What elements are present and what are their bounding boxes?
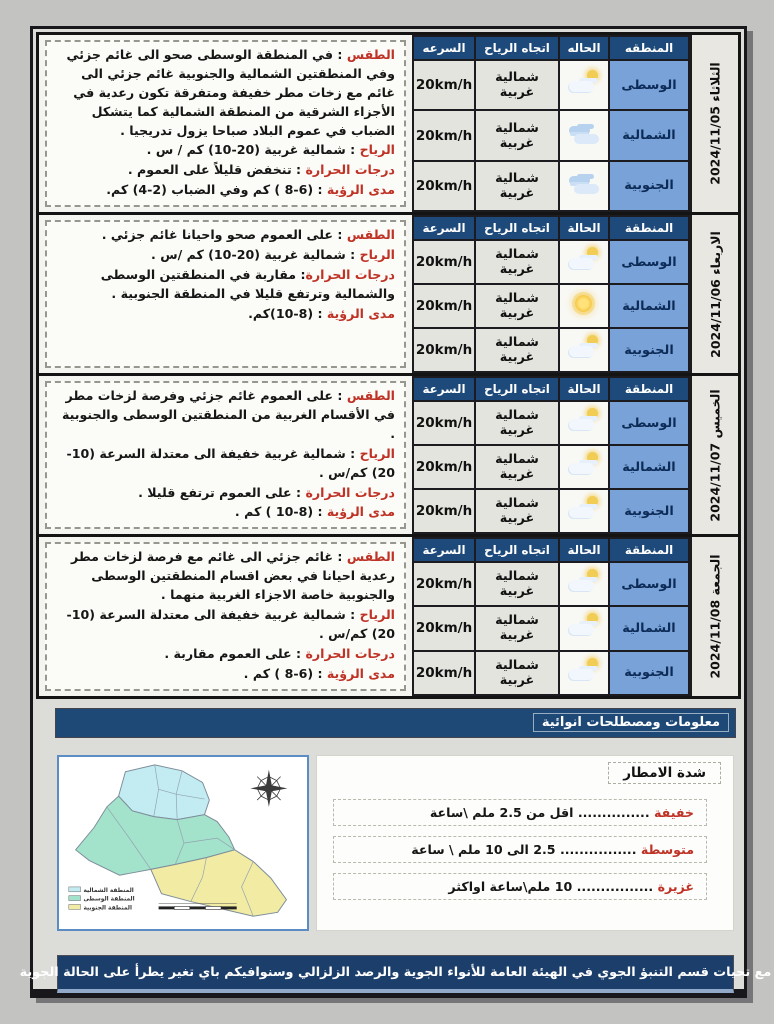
field-label: مدى الرؤية [326, 305, 395, 321]
field-text: على العموم ترتفع قليلا . [138, 484, 292, 500]
day-date-label: الثلاثاء 2024/11/05 [707, 62, 723, 185]
field-text: تنخفض قليلاً على العموم . [127, 162, 292, 178]
footer-greeting-bar [19, 955, 772, 993]
table-row [413, 606, 689, 650]
field-label: الرياح [359, 142, 395, 158]
speed-cell: 20km/h [413, 651, 475, 695]
rain-label: غزيرة [657, 878, 694, 894]
condition-cell [559, 240, 609, 284]
legend-swatch-north [69, 887, 81, 892]
field-text: على العموم مقاربة . [164, 645, 292, 661]
field-label: مدى الرؤية [326, 504, 395, 520]
speed-cell: 20km/h [413, 606, 475, 650]
region-cell: الجنوبية [609, 328, 689, 372]
day-date-strip [690, 537, 738, 695]
speed-cell: 20km/h [413, 489, 475, 533]
scanned-weather-bulletin [19, 26, 772, 998]
info-terms-label: معلومات ومصطلحات انوائية [533, 713, 729, 732]
day-section-wednesday [39, 212, 738, 373]
condition-cell [559, 110, 609, 160]
info-terms-bar [55, 708, 736, 738]
table-row [413, 562, 689, 606]
condition-cell [559, 606, 609, 650]
partly-cloudy-icon [565, 69, 603, 97]
header-speed: السرعة [413, 538, 475, 562]
field-text: (6-8 ) كم وفي الضباب (2-4) كم. [106, 182, 314, 198]
partly-cloudy-icon [565, 334, 603, 362]
iraq-map-graphic [61, 759, 305, 927]
field-label: درجات الحرارة [305, 645, 395, 661]
forecast-description: الطقس : في المنطقة الوسطى صحو الى غائم جزئي وفي المنطقتين الشمالية والجنوبية غائم جزئي الى غائم مع زخات مطر خفيفة ومتفرقة تكون رعدية في الأجزاء الشرقية من المنطقة الشمالية كما يتشكل الضباب في عموم البلاد صباحا يزول تدريجيا . الرياح : شمالية غربية (20-10) كم / س . درجات الحرارة : تنخفض قليلاً على العموم . مدى الرؤية : (6-8 ) كم وفي الضباب (2-4) كم. [45, 40, 406, 207]
forecast-table [412, 215, 690, 373]
field-text: (8-10 ) كم . [234, 504, 314, 520]
day-date-label: الاربعاء 2024/11/06 [707, 230, 723, 358]
field-text: (8-10)كم. [248, 305, 314, 321]
region-cell: الجنوبية [609, 651, 689, 695]
condition-cell [559, 651, 609, 695]
speed-cell: 20km/h [413, 161, 475, 211]
header-wind: اتجاه الرياح [475, 538, 559, 562]
rain-label: متوسطة [640, 841, 694, 857]
header-speed: السرعة [413, 216, 475, 240]
header-wind: اتجاه الرياح [475, 377, 559, 401]
field-label: درجات الحرارة [305, 484, 395, 500]
table-row [413, 60, 689, 110]
rain-intensity-item-moderate [333, 836, 707, 863]
region-cell: الجنوبية [609, 489, 689, 533]
condition-cell [559, 401, 609, 445]
forecast-description: الطقس : غائم جزئي الى غائم مع فرصة لزخات مطر رعدية احيانا في بعض اقسام المنطقتين الوسطى والجنوبية خاصة الاجزاء الغربية منهما . الرياح : شمالية غربية خفيفة الى معتدلة السرعة (10-20) كم/س . درجات الحرارة : على العموم مقاربة . مدى الرؤية : (6-8 ) كم . [45, 542, 406, 690]
header-wind: اتجاه الرياح [475, 216, 559, 240]
field-text: في المنطقة الوسطى صحو الى غائم جزئي وفي المنطقتين الشمالية والجنوبية غائم جزئي الى غائم مع زخات مطر خفيفة ومتفرقة تكون رعدية في الأجزاء الشرقية من المنطقة الشمالية كما يتشكل الضباب في عموم البلاد صباحا يزول تدريجيا . [66, 47, 395, 138]
region-cell: الجنوبية [609, 161, 689, 211]
table-row [413, 401, 689, 445]
field-text: (6-8 ) كم . [243, 665, 314, 681]
forecast-description: الطقس : على العموم صحو واحيانا غائم جزئي . الرياح : شمالية غربية (20-10) كم /س . درجات الحرارة: مقاربة في المنطقتين الوسطى والشمالية وترتفع قليلا في المنطقة الجنوبية . مدى الرؤية : (8-10)كم. [45, 220, 406, 368]
forecast-frame [36, 32, 741, 699]
wind-cell: شمالية غربية [475, 284, 559, 328]
wind-cell: شمالية غربية [475, 651, 559, 695]
speed-cell: 20km/h [413, 240, 475, 284]
rain-dots: ................ [576, 878, 654, 894]
header-speed: السرعه [413, 36, 475, 60]
partly-cloudy-icon [565, 657, 603, 685]
day-date-label: الجمعة 2024/11/08 [707, 554, 723, 679]
wind-cell: شمالية غربية [475, 401, 559, 445]
field-label: الرياح [359, 247, 395, 263]
wind-cell: شمالية غربية [475, 60, 559, 110]
field-text: على العموم غائم جزئي وفرصة لزخات مطر في الأقسام الغربية من المنطقتين الوسطى والجنوبية . [61, 388, 395, 441]
field-label: الرياح [359, 445, 395, 461]
day-date-strip [690, 35, 738, 212]
table-row [413, 651, 689, 695]
region-cell: الشمالية [609, 284, 689, 328]
legend-label-north: المنطقة الشمالية [83, 887, 134, 894]
field-text: على العموم صحو واحيانا غائم جزئي . [101, 227, 333, 243]
footer-greeting-text: مع تحيات قسم التنبؤ الجوي في الهيئة العامة للأنواء الجوية والرصد الزلزالي وسنوافيكم باي تغير يطرأ على الحالة الجوية [19, 964, 772, 980]
header-condition: الحالة [559, 216, 609, 240]
condition-cell [559, 445, 609, 489]
field-label: درجات الحرارة [305, 162, 395, 178]
rain-text: 2.5 الى 10 ملم \ ساعة [411, 841, 556, 857]
field-label: درجات الحرارة [305, 266, 395, 282]
region-cell: الوسطى [609, 562, 689, 606]
cloudy-icon [565, 120, 603, 148]
condition-cell [559, 60, 609, 110]
speed-cell: 20km/h [413, 562, 475, 606]
field-label: الرياح [359, 607, 395, 623]
speed-cell: 20km/h [413, 445, 475, 489]
field-text: شمالية غربية خفيفة الى معتدلة السرعة (10-20) كم/س . [66, 445, 395, 480]
wind-cell: شمالية غربية [475, 606, 559, 650]
forecast-table [412, 35, 690, 212]
iraq-regions-map [57, 755, 309, 931]
forecast-description: الطقس : على العموم غائم جزئي وفرصة لزخات مطر في الأقسام الغربية من المنطقتين الوسطى والجنوبية . الرياح : شمالية غربية خفيفة الى معتدلة السرعة (10-20) كم/س . درجات الحرارة : على العموم ترتفع قليلا . مدى الرؤية : (8-10 ) كم . [45, 381, 406, 529]
partly-cloudy-icon [565, 495, 603, 523]
header-region: المنطقه [609, 36, 689, 60]
condition-cell [559, 284, 609, 328]
wind-cell: شمالية غربية [475, 240, 559, 284]
wind-cell: شمالية غربية [475, 110, 559, 160]
condition-cell [559, 489, 609, 533]
wind-cell: شمالية غربية [475, 562, 559, 606]
rain-dots: ............... [577, 804, 650, 820]
rain-intensity-item-heavy [333, 873, 707, 900]
field-label: مدى الرؤية [326, 182, 395, 198]
field-label: الطقس [346, 388, 395, 404]
table-row [413, 161, 689, 211]
bottom-section [57, 755, 734, 931]
speed-cell: 20km/h [413, 284, 475, 328]
speed-cell: 20km/h [413, 328, 475, 372]
region-cell: الوسطى [609, 401, 689, 445]
rain-intensity-title: شدة الامطار [608, 762, 721, 784]
field-text: شمالية غربية (20-10) كم / س . [146, 142, 346, 158]
condition-cell [559, 328, 609, 372]
rain-text: 10 ملم\ساعة اواكثر [448, 878, 573, 894]
rain-intensity-panel [316, 755, 734, 931]
rain-dots: ................ [559, 841, 637, 857]
table-row [413, 284, 689, 328]
region-cell: الشمالية [609, 445, 689, 489]
speed-cell: 20km/h [413, 110, 475, 160]
wind-cell: شمالية غربية [475, 328, 559, 372]
wind-cell: شمالية غربية [475, 161, 559, 211]
region-cell: الشمالية [609, 110, 689, 160]
table-row [413, 489, 689, 533]
partly-cloudy-icon [565, 246, 603, 274]
table-row [413, 445, 689, 489]
partly-cloudy-icon [565, 568, 603, 596]
header-speed: السرعة [413, 377, 475, 401]
field-text: مقاربة في المنطقتين الوسطى والشمالية وترتفع قليلا في المنطقة الجنوبية . [100, 266, 395, 301]
speed-cell: 20km/h [413, 401, 475, 445]
forecast-table [412, 537, 690, 695]
header-wind: اتجاه الرياح [475, 36, 559, 60]
compass-rose-icon [250, 769, 287, 806]
speed-cell: 20km/h [413, 60, 475, 110]
rain-text: اقل من 2.5 ملم \ساعة [429, 804, 574, 820]
header-condition: الحالة [559, 538, 609, 562]
field-label: مدى الرؤية [326, 665, 395, 681]
rain-label: خفيفة [654, 804, 694, 820]
day-section-friday [39, 534, 738, 695]
forecast-table [412, 376, 690, 534]
cloudy-icon [565, 170, 603, 198]
legend-swatch-south [69, 904, 81, 909]
region-cell: الوسطى [609, 60, 689, 110]
field-text: غائم جزئي الى غائم مع فرصة لزخات مطر رعدية احيانا في بعض اقسام المنطقتين الوسطى والجنوبية خاصة الاجزاء الغربية منهما . [71, 549, 395, 603]
field-text: شمالية غربية خفيفة الى معتدلة السرعة (10-20) كم/س . [66, 607, 395, 641]
table-row [413, 110, 689, 160]
partly-cloudy-icon [565, 407, 603, 435]
sunny-icon [565, 290, 603, 318]
header-condition: الحالة [559, 377, 609, 401]
day-date-label: الخميس 2024/11/07 [707, 389, 723, 522]
wind-cell: شمالية غربية [475, 489, 559, 533]
header-region: المنطقة [609, 538, 689, 562]
partly-cloudy-icon [565, 612, 603, 640]
legend-swatch-central [69, 895, 81, 900]
field-label: الطقس [346, 227, 395, 243]
day-date-strip [690, 376, 738, 534]
header-region: المنطقة [609, 216, 689, 240]
legend-label-central: المنطقة الوسطى [83, 896, 135, 903]
table-row [413, 328, 689, 372]
wind-cell: شمالية غربية [475, 445, 559, 489]
day-date-strip [690, 215, 738, 373]
region-cell: الشمالية [609, 606, 689, 650]
field-label: الطقس [346, 47, 395, 62]
day-section-thursday [39, 373, 738, 534]
condition-cell [559, 161, 609, 211]
field-text: شمالية غربية (20-10) كم /س . [151, 247, 346, 263]
field-label: الطقس [346, 549, 395, 565]
day-section-tuesday [39, 35, 738, 212]
condition-cell [559, 562, 609, 606]
table-row [413, 240, 689, 284]
rain-intensity-item-light [333, 799, 707, 826]
legend-label-south: المنطقة الجنوبية [83, 904, 133, 911]
region-cell: الوسطى [609, 240, 689, 284]
header-condition: الحاله [559, 36, 609, 60]
partly-cloudy-icon [565, 451, 603, 479]
header-region: المنطقة [609, 377, 689, 401]
